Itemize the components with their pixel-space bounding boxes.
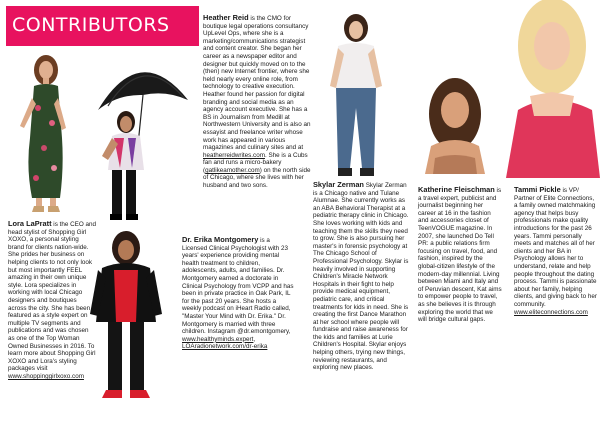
website-link[interactable]: www.eliteconnections.com [514,308,588,316]
photo-lora-lapratt [6,48,94,214]
bio-text: , [253,335,256,343]
photo-skylar-zerman [318,8,394,182]
bio-katherine-fleischman [418,186,502,324]
photo-tammi-pickle [496,0,600,178]
contributor-name: Katherine Fleischman [418,185,495,194]
page-title: CONTRIBUTORS [12,14,170,36]
photo-katherine-fleischman [413,62,505,174]
bio-heather-reid [203,14,311,190]
photo-erika-montgomery [86,218,166,406]
bio-erika-montgomery [182,236,296,351]
website-link[interactable]: gatlikeamother.com [205,166,260,174]
contributor-name: Heather Reid [203,13,249,22]
photo-heather-reid [88,50,193,222]
bio-text: is a travel expert, publicist and journalist beginning her career at 16 in the fashion and accessories closet of TeenVOGUE magazine. In 2007, she launched Do Tell PR: a public relations firm focusing on travel, food, and fashion, inspired by the global-citizen lifestyle of the modern-day millennial. Living between Miami and Italy and of Peruvian descent, Kat aims to empower people to travel, as she believes it is through exploring the world that we will bridge cultural gaps. [418,187,502,324]
website-link[interactable]: www.shoppinggirlxoxo.com [8,372,84,380]
bio-text: is VP/ Partner of Elite Connections, a family owned matchmaking agency that helps busy professionals make quality introductions for the past 26 years. Tammi personally meets and matches all of her clients and her BA in Psychology allows her to understand, relate and help people throughout the dating process. Tammi is passionate about her family, helping clients, and giving back to her community. [514,187,597,308]
website-link[interactable]: www.healthyminds.expert [182,335,254,343]
bio-lora-lapratt [8,220,96,380]
contributor-name: Skylar Zerman [313,180,364,189]
bio-tammi-pickle [514,186,598,316]
bio-text: . She is a Cubs fan and runs a micro-bakery ( [203,151,308,174]
header-banner [6,6,199,46]
bio-text: is the CMO for boutique legal operations consultancy UpLevel Ops, where she is a marketing/communications strategist and content creator. She began her career as a newspaper editor and designer but quickly moved on to the (then) new Internet frontier, where she held nearly every online role, from technology to creative execution. Heather found her passion for digital branding and social media as an agency account executive. She has a BS in Journalism from Medill at Northwestern University and is also an essayist and freelance writer whose work has appeared in various magazines and culinary sites and at [203,15,311,152]
contributor-name: Lora LaPratt [8,219,52,228]
bio-text: Skylar Zerman is a Chicago native and Tulane Alumnae. She currently works as an ABA Behavioral Therapist at a pediatric therapy clinic in Chicago. She loves working with kids and teaching them the skills they need to grow. She is also pursuing her master's in forensic psychology at The Chicago School of Professional Psychology. Skylar is heavily involved in supporting Children's Miracle Network Hospitals in their fight to help provide medical equipment, pediatric care, and critical treatments for kids in need. She is creating the first Dance Marathon at her school where people will fundraise and raise awareness for the kids and families at Lurie Children's Hospital. Skylar enjoys helping others, trying new things, reviewing restaurants, and exploring new places. [313,182,409,372]
bio-text: is a Licensed Clinical Psychologist with 23 years' experience providing mental health treatment to children, adolescents, adults, and families. Dr. Montgomery earned a doctorate in Clinical Psychology from VCPP and has been in private practice in Oak Park, IL for the past 20 years. She hosts a weekly podcast on iHeart Radio called, "Master Your Mind with Dr. Erika." Dr. Montgomery is married with three children. Instagram @dr.emontgomery, [182,237,294,336]
website-link[interactable]: heatherreidwrites.com [203,151,265,159]
website-link[interactable]: LOAradionetwork.com/dr-erika [182,343,268,351]
bio-text: is the CEO and head stylist of Shopping Girl XOXO, a personal styling brand for clients nation-wide. She prides her business on helping clients to not only look but most importantly FEEL amazing in their own unique style. Lora specializes in working with local Chicago designers and boutiques across the city. She has been featured as a style expert on multiple TV segments and publications and was chosen as one of the Top Woman Owned Businesses in 2016. To learn more about Shopping Girl XOXO and Lora's styling packages visit [8,221,96,373]
contributor-name: Dr. Erika Montgomery [182,235,259,244]
contributor-name: Tammi Pickle [514,185,561,194]
bio-text: ) on the north side of Chicago, where she lives with her husband and two sons. [203,166,311,190]
bio-skylar-zerman [313,181,411,372]
